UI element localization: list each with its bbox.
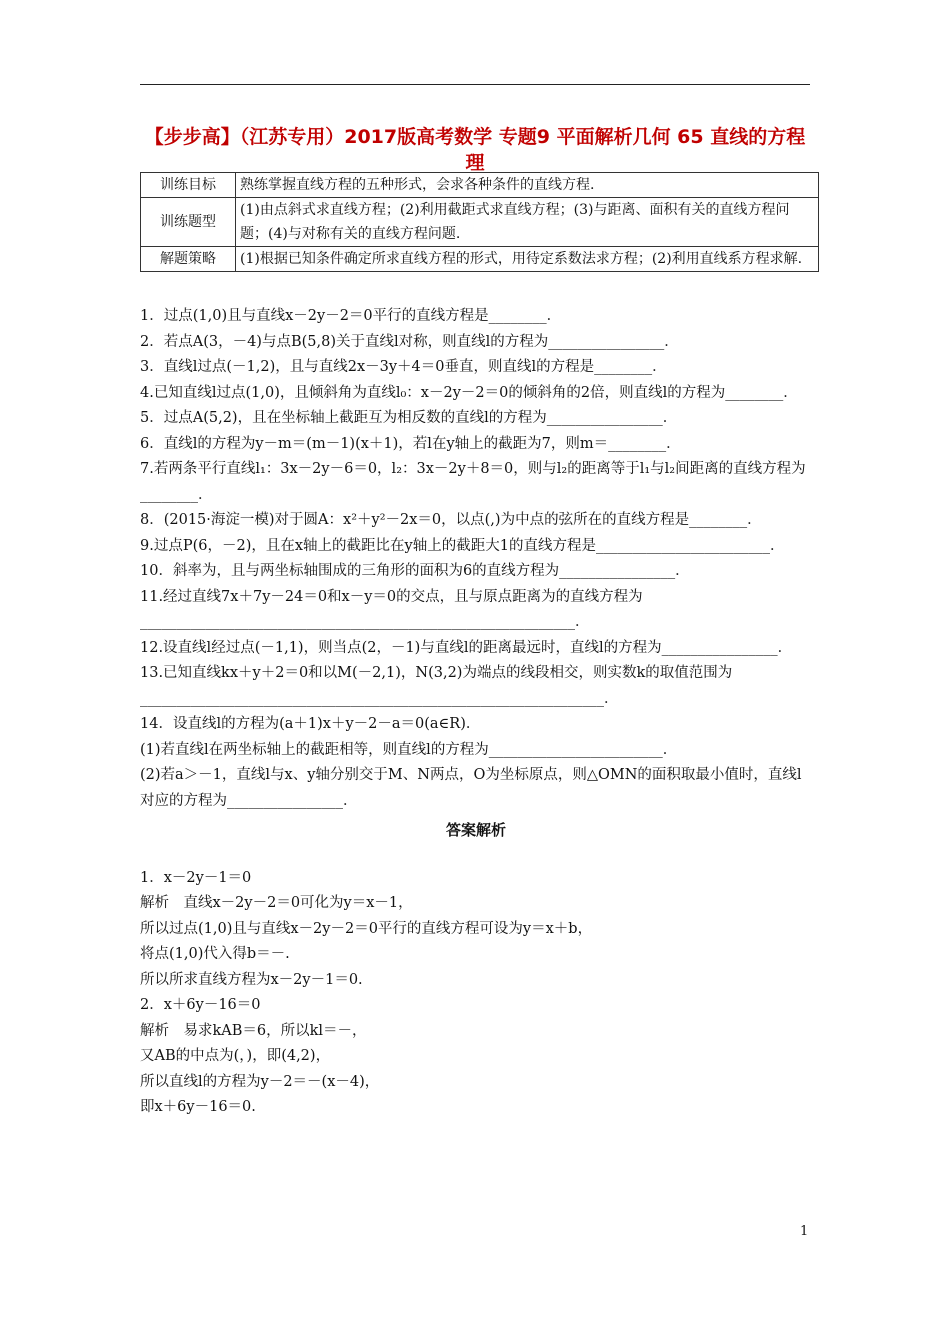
answer-line: 所以直线l的方程为y－2＝－(x－4)， xyxy=(140,1073,380,1090)
question-13: 13.已知直线kx＋y＋2＝0和以M(－2,1)，N(3,2)为端点的线段相交，则实数k的取值范围为________________________________________________________________． xyxy=(140,665,733,707)
table-text: (1)根据已知条件确定所求直线方程的形式，用待定系数法求方程；(2)利用直线系方程求解. xyxy=(236,247,819,272)
question-11: 11.经过直线7x＋7y－24＝0和x－y＝0的交点，且与原点距离为的直线方程为____________________________________________________________． xyxy=(140,588,643,630)
answer-line: 2．x＋6y－16＝0 xyxy=(140,997,261,1013)
page-title: 【步步高】（江苏专用）2017版高考数学 专题9 平面解析几何 65 直线的方程 理 xyxy=(144,126,806,174)
page-number: 1 xyxy=(800,1224,809,1239)
table-label: 解题策略 xyxy=(141,247,236,272)
answer-line: 所以所求直线方程为x－2y－1＝0. xyxy=(140,971,363,988)
table-label: 训练题型 xyxy=(141,198,236,247)
table-row xyxy=(141,198,819,247)
top-rule xyxy=(140,84,810,85)
question-14-part-2: (2)若a＞－1，直线l与x、y轴分别交于M、N两点，O为坐标原点，则△OMN的面积取最小值时，直线l对应的方程为________________． xyxy=(140,767,802,809)
answer-line: 解析 易求kAB＝6，所以kl＝－， xyxy=(140,1022,367,1039)
training-info-table xyxy=(140,172,819,272)
question-4: 4.已知直线l过点(1,0)，且倾斜角为直线l₀：x－2y－2＝0的倾斜角的2倍，则直线l的方程为________． xyxy=(140,384,798,401)
answer-line: 1．x－2y－1＝0 xyxy=(140,869,252,886)
question-14: 14．设直线l的方程为(a＋1)x＋y－2－a＝0(a∈R)． xyxy=(140,716,481,732)
table-row xyxy=(141,247,819,272)
table-row xyxy=(141,173,819,198)
question-1: 1．过点(1,0)且与直线x－2y－2＝0平行的直线方程是________． xyxy=(140,308,562,324)
question-14-part-1: (1)若直线l在两坐标轴上的截距相等，则直线l的方程为________________________． xyxy=(140,741,678,758)
question-12: 12.设直线l经过点(－1,1)，则当点(2，－1)与直线l的距离最远时，直线l的方程为________________． xyxy=(140,639,793,656)
questions-section xyxy=(140,304,812,1121)
question-6: 6．直线l的方程为y－m＝(m－1)(x＋1)，若l在y轴上的截距为7，则m＝________． xyxy=(140,435,681,452)
question-3: 3．直线l过点(－1,2)，且与直线2x－3y＋4＝0垂直，则直线l的方程是________． xyxy=(140,359,667,375)
question-5: 5．过点A(5,2)，且在坐标轴上截距互为相反数的直线l的方程为________________． xyxy=(140,410,678,426)
answer-line: 又AB的中点为(，)，即(4,2)， xyxy=(140,1048,331,1064)
question-2: 2．若点A(3，－4)与点B(5,8)关于直线l对称，则直线l的方程为________________． xyxy=(140,333,679,350)
answer-line: 将点(1,0)代入得b＝－. xyxy=(140,946,290,962)
answer-section-title: 答案解析 xyxy=(445,821,506,839)
table-text: (1)由点斜式求直线方程；(2)利用截距式求直线方程；(3)与距离、面积有关的直线方程问题；(4)与对称有关的直线方程问题. xyxy=(236,198,819,247)
answer-line: 解析 直线x－2y－2＝0可化为y＝x－1， xyxy=(140,895,413,911)
answer-line: 所以过点(1,0)且与直线x－2y－2＝0平行的直线方程可设为y＝x＋b， xyxy=(140,920,593,937)
question-10: 10．斜率为，且与两坐标轴围成的三角形的面积为6的直线方程为________________． xyxy=(140,563,690,579)
answer-line: 即x＋6y－16＝0. xyxy=(140,1099,256,1115)
question-7: 7.若两条平行直线l₁：3x－2y－6＝0，l₂：3x－2y＋8＝0，则与l₂的距离等于l₁与l₂间距离的直线方程为________． xyxy=(140,461,806,503)
question-8: 8．(2015·海淀一模)对于圆A：x²＋y²－2x＝0，以点(,)为中点的弦所在的直线方程是________． xyxy=(140,512,762,528)
table-text: 熟练掌握直线方程的五种形式，会求各种条件的直线方程. xyxy=(236,173,819,198)
question-9: 9.过点P(6，－2)，且在x轴上的截距比在y轴上的截距大1的直线方程是________________________． xyxy=(140,537,785,554)
table-label: 训练目标 xyxy=(141,173,236,198)
